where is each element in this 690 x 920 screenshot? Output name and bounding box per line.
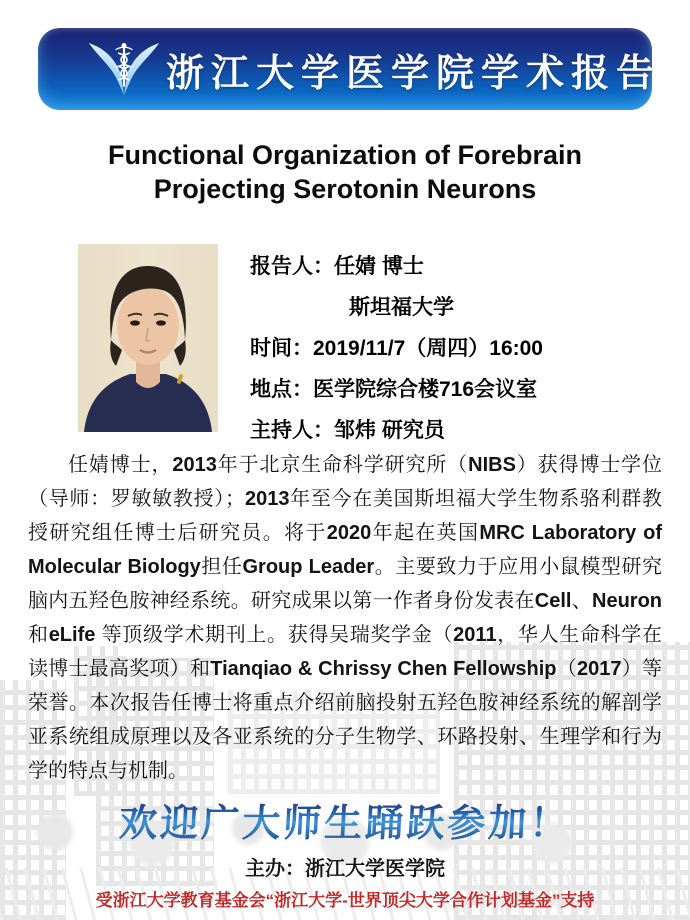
detail-host-label: 主持人： xyxy=(250,418,334,442)
detail-affiliation-value: 斯坦福大学 xyxy=(349,295,454,319)
winged-caduceus-logo-icon xyxy=(82,36,166,102)
funding-line: 受浙江大学教育基金会“浙江大学-世界顶尖大学合作计划基金”支持 xyxy=(95,891,595,910)
lecture-details xyxy=(250,244,660,449)
header-banner xyxy=(38,28,662,110)
talk-title-line2: Projecting Serotonin Neurons xyxy=(153,174,537,204)
detail-location xyxy=(250,367,660,408)
detail-time-label: 时间： xyxy=(250,336,313,360)
detail-location-label: 地点： xyxy=(250,377,313,401)
detail-time-value: 2019/11/7（周四）16:00 xyxy=(313,336,543,360)
talk-title xyxy=(0,138,690,206)
detail-affiliation xyxy=(250,285,660,326)
detail-host-value: 邹炜 研究员 xyxy=(334,418,445,442)
detail-host xyxy=(250,408,660,449)
detail-time xyxy=(250,326,660,367)
bio-paragraph: 任婧博士，2013年于北京生命科学研究所（NIBS）获得博士学位（导师：罗敏敏教授）；2013年至今在美国斯坦福大学生物系骆利群教授研究组任博士后研究员。将于2020年起在英国MRC Laboratory of Molecular Biology担任Group Leader。主要致力于应用小鼠模型研究脑内五羟色胺神经系统。研究成果以第一作者身份发表在Cell、Neuron 和eLife 等顶级学术期刊上。获得吴瑞奖学金（2011，华人生命科学在读博士最高奖项）和Tianqiao & Chrissy Chen Fellowship（2017）等荣誉。本次报告任博士将重点介绍前脑投射五羟色胺神经系统的解剖学亚系统组成原理以及各亚系统的分子生物学、环路投射、生理学和行为学的特点与机制。 xyxy=(28,454,663,782)
detail-location-value: 医学院综合楼716会议室 xyxy=(313,377,538,401)
talk-title-line1: Functional Organization of Forebrain xyxy=(107,140,582,170)
welcome-line: 欢迎广大师生踊跃参加！ xyxy=(0,792,690,847)
speaker-photo xyxy=(78,244,218,432)
organizer-line: 主办：浙江大学医学院 xyxy=(245,858,445,880)
detail-speaker-label: 报告人： xyxy=(250,254,334,278)
detail-speaker-value: 任婧 博士 xyxy=(334,254,424,278)
banner-title: 浙江大学医学院学术报告 xyxy=(166,52,662,95)
detail-speaker xyxy=(250,244,660,285)
